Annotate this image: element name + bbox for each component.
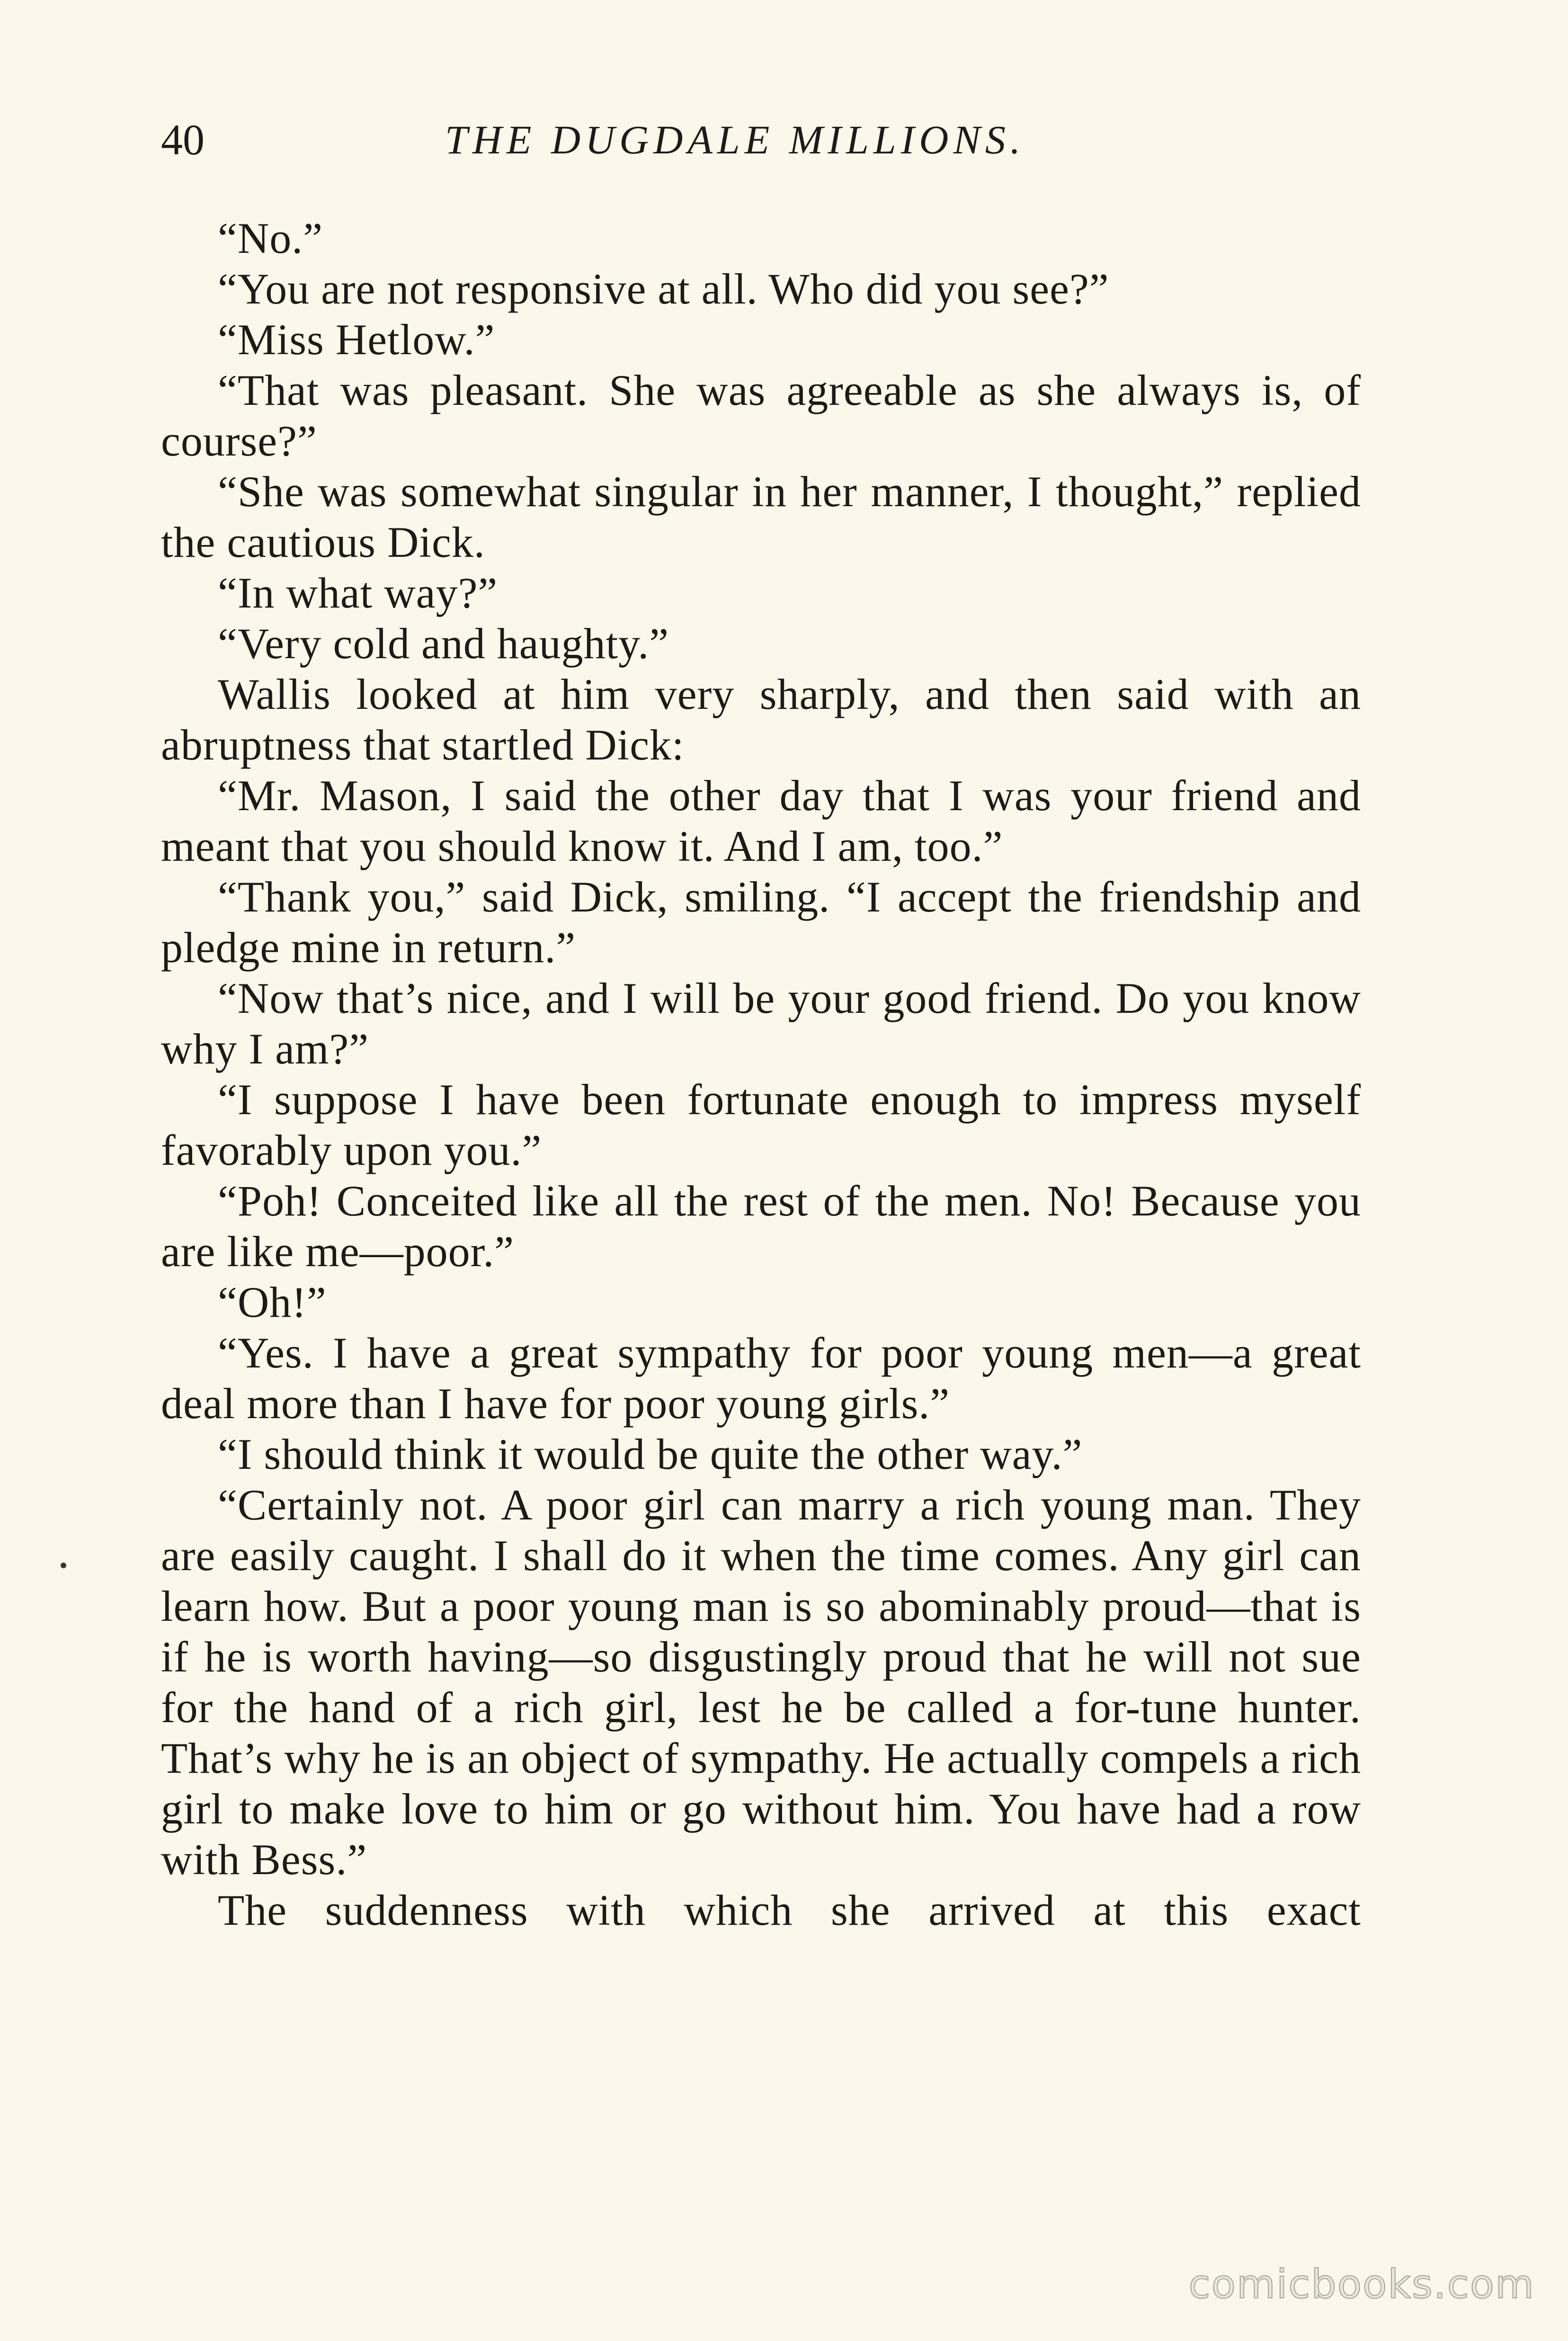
paragraph: “Very cold and haughty.” [218, 619, 669, 668]
paragraph: “I should think it would be quite the other way.” [218, 1430, 1083, 1478]
paragraph: “Miss Hetlow.” [218, 315, 495, 364]
paragraph: “Now that’s nice, and I will be your good friend. Do you know why I am?” [161, 974, 1361, 1073]
paragraph: “Oh!” [218, 1278, 327, 1326]
paragraph: “I suppose I have been fortunate enough to impress myself favorably upon you.” [161, 1075, 1361, 1174]
running-head [161, 111, 1361, 168]
paragraph: “Mr. Mason, I said the other day that I was your friend and meant that you should know it. And I am, too.” [161, 771, 1361, 870]
paragraph: “She was somewhat singular in her manner, I thought,” replied the cautious Dick. [161, 467, 1361, 566]
page-number: 40 [161, 116, 205, 164]
paragraph: “Yes. I have a great sympathy for poor young men—a great deal more than I have for poor young girls.” [161, 1329, 1361, 1428]
paragraph: “No.” [218, 214, 323, 262]
paragraph: “In what way?” [218, 569, 498, 617]
paragraph: “That was pleasant. She was agreeable as she always is, of course?” [161, 366, 1361, 465]
paragraph: “Certainly not. A poor girl can marry a rich young man. They are easily caught. I shall do it when the time comes. Any girl can learn how. But a poor young man is so abominably proud—that is if he is worth having—so disgustingly proud that he will not sue for the hand of a rich girl, lest he be called a for-tune hunter. That’s why he is an object of sympathy. He actually compels a rich girl to make love to him or go without him. You have had a row with Bess.” [161, 1481, 1361, 1884]
watermark: comicbooks.com [1188, 2261, 1535, 2307]
paragraph-continued: The suddenness with which she arrived at this exact [218, 1886, 1361, 1934]
book-title: THE DUGDALE MILLIONS. [445, 117, 1025, 162]
paragraph: “You are not responsive at all. Who did you see?” [218, 265, 1109, 313]
stray-ink-mark [61, 1563, 66, 1568]
paragraph: Wallis looked at him very sharply, and then said with an abruptness that startled Dick: [161, 670, 1361, 769]
paragraph: “Thank you,” said Dick, smiling. “I accept the friendship and pledge mine in return.” [161, 873, 1361, 972]
paragraph: “Poh! Conceited like all the rest of the men. No! Because you are like me—poor.” [161, 1177, 1361, 1276]
body-text [161, 213, 1361, 1936]
